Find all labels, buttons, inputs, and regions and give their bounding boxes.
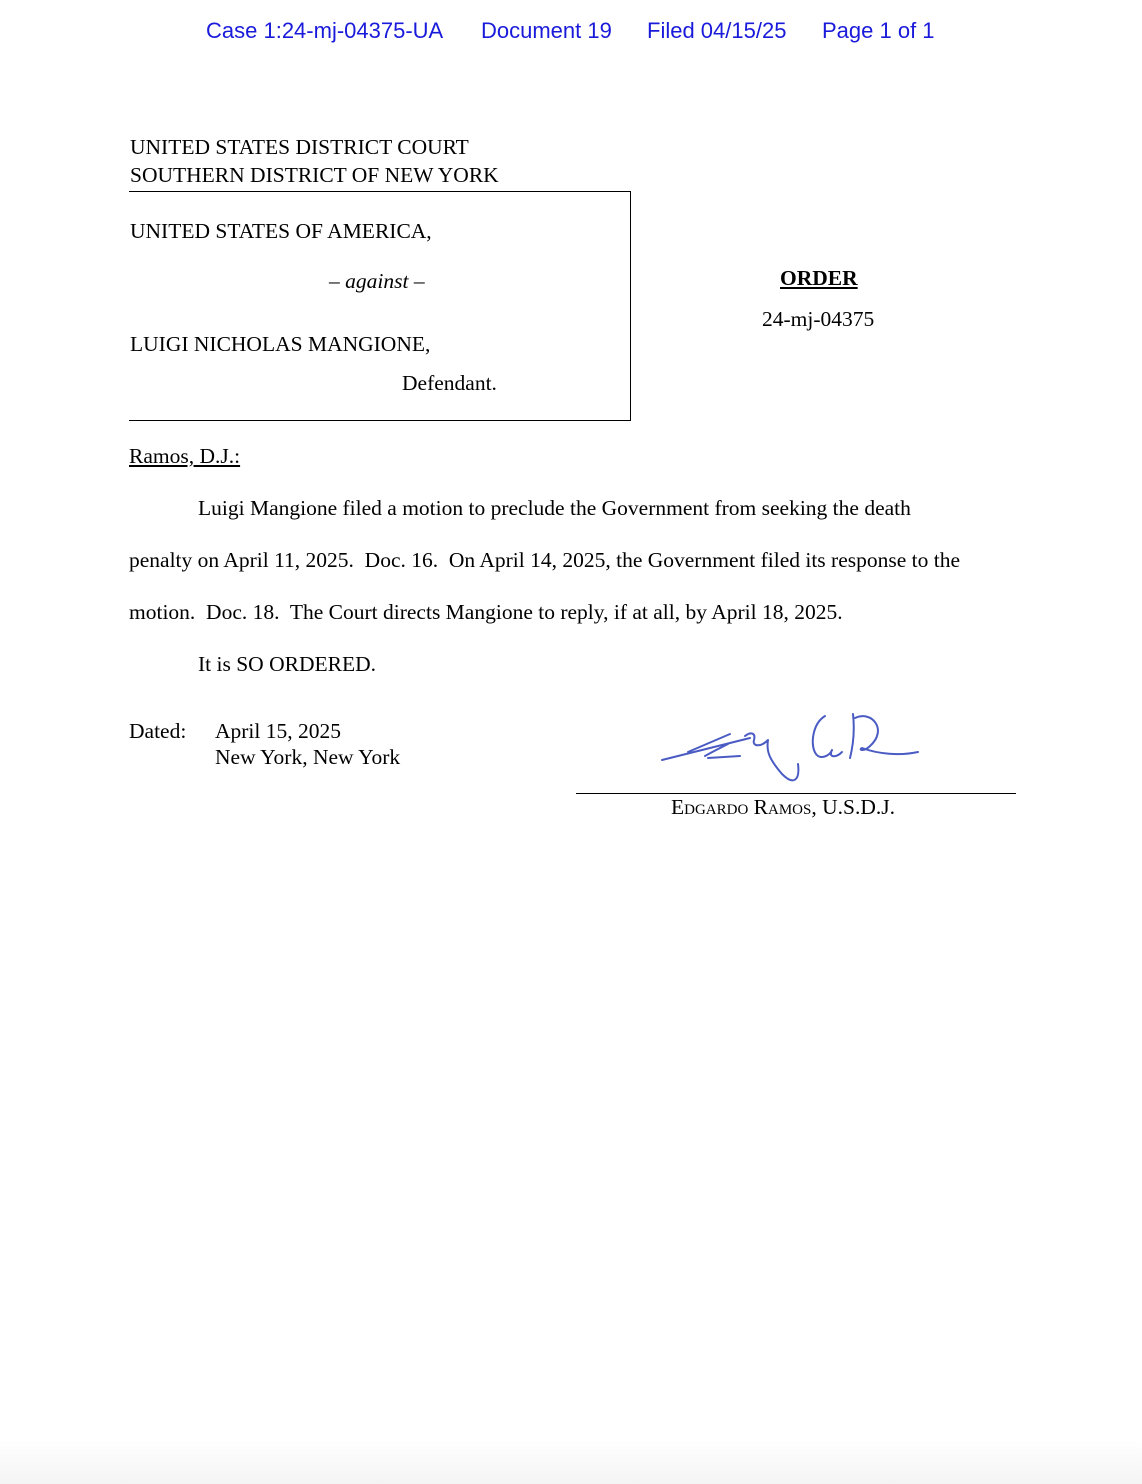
ecf-page-count: Page 1 of 1 [822, 18, 935, 43]
body-line-3: motion. Doc. 18. The Court directs Mangione to reply, if at all, by April 18, 2025. [129, 600, 843, 624]
caption-defendant-role: Defendant. [402, 371, 497, 395]
body-line-2: penalty on April 11, 2025. Doc. 16. On April 14, 2025, the Government filed its response to the [129, 548, 961, 572]
so-ordered: It is SO ORDERED. [198, 652, 376, 676]
dated-date: April 15, 2025 [215, 719, 342, 743]
judge-intro: Ramos, D.J.: [129, 444, 241, 468]
ecf-case-number: Case 1:24-mj-04375-UA [206, 18, 444, 43]
dated-place: New York, New York [215, 745, 401, 769]
ecf-filed-date: Filed 04/15/25 [647, 18, 787, 43]
caption-defendant: LUIGI NICHOLAS MANGIONE, [130, 332, 431, 356]
caption-against: – against – [329, 269, 425, 293]
docket-number: 24-mj-04375 [762, 307, 875, 331]
court-district: SOUTHERN DISTRICT OF NEW YORK [130, 163, 499, 187]
body-line-1: Luigi Mangione filed a motion to preclude the Government from seeking the death [198, 496, 911, 520]
caption-plaintiff: UNITED STATES OF AMERICA, [130, 219, 432, 243]
order-title: ORDER [780, 266, 858, 290]
dated-label: Dated: [129, 719, 187, 743]
judge-signature [650, 704, 930, 784]
judge-name: Edgardo Ramos, U.S.D.J. [671, 795, 895, 819]
court-name: UNITED STATES DISTRICT COURT [130, 135, 469, 159]
signature-line [576, 793, 1016, 794]
ecf-document-number: Document 19 [481, 18, 612, 43]
